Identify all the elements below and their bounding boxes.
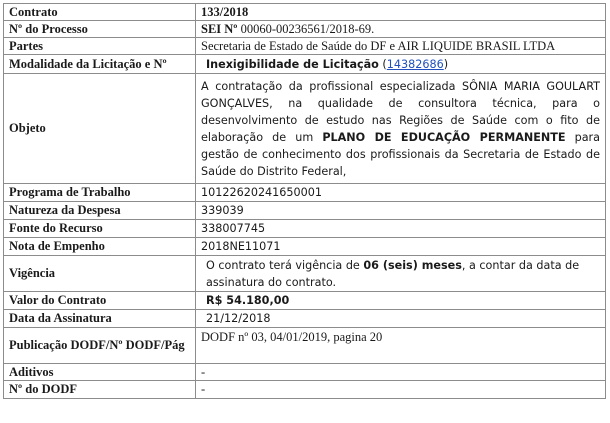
value-processo bbox=[196, 21, 606, 38]
label-assinatura: Data da Assinatura bbox=[4, 310, 196, 328]
row-fonte bbox=[4, 220, 606, 238]
processo-prefix: SEI Nº bbox=[201, 21, 238, 36]
row-empenho bbox=[4, 238, 606, 256]
value-natureza: 339039 bbox=[196, 202, 606, 220]
row-modalidade bbox=[4, 55, 606, 74]
label-valor: Valor do Contrato bbox=[4, 292, 196, 310]
row-aditivos bbox=[4, 364, 606, 381]
sei-document-link[interactable]: 14382686 bbox=[386, 57, 444, 71]
value-objeto bbox=[196, 74, 606, 184]
label-programa: Programa de Trabalho bbox=[4, 184, 196, 202]
value-fonte: 338007745 bbox=[196, 220, 606, 238]
row-objeto bbox=[4, 74, 606, 184]
row-natureza bbox=[4, 202, 606, 220]
row-valor bbox=[4, 292, 606, 310]
value-partes: Secretaria de Estado de Saúde do DF e AIR LIQUIDE BRASIL LTDA bbox=[196, 38, 606, 55]
label-aditivos: Aditivos bbox=[4, 364, 196, 381]
vigencia-text-before: O contrato terá vigência de bbox=[206, 258, 364, 272]
modalidade-link-open: ( bbox=[378, 57, 387, 71]
value-valor: R$ 54.180,00 bbox=[196, 292, 606, 310]
label-dodf: Nº do DODF bbox=[4, 381, 196, 399]
value-empenho: 2018NE11071 bbox=[196, 238, 606, 256]
modalidade-link-close: ) bbox=[443, 57, 449, 71]
value-modalidade bbox=[196, 55, 606, 74]
value-programa: 10122620241650001 bbox=[196, 184, 606, 202]
value-contrato: 133/2018 bbox=[196, 4, 606, 21]
label-processo: Nº do Processo bbox=[4, 21, 196, 38]
modalidade-text: Inexigibilidade de Licitação bbox=[206, 57, 379, 71]
label-empenho: Nota de Empenho bbox=[4, 238, 196, 256]
objeto-text-bold: PLANO DE EDUCAÇÃO PERMANENTE bbox=[322, 130, 566, 144]
objeto-text-before: A contratação da profissional especializada SÔNIA MARIA GOULART GONÇALVES, na qualidade de consultora técnica, para o desenvolvimento de estudo nas Regiões de Saúde com o fito de elaboração de um bbox=[201, 79, 600, 144]
row-partes bbox=[4, 38, 606, 55]
value-vigencia bbox=[196, 256, 606, 292]
vigencia-text-bold: 06 (seis) meses bbox=[363, 258, 462, 272]
row-programa bbox=[4, 184, 606, 202]
label-publicacao: Publicação DODF/Nº DODF/Pág bbox=[4, 328, 196, 364]
label-natureza: Natureza da Despesa bbox=[4, 202, 196, 220]
row-dodf bbox=[4, 381, 606, 399]
row-assinatura bbox=[4, 310, 606, 328]
objeto-text-after: para gestão de conhecimento dos profissionais da Secretaria de Estado de Saúde do Distrito Federal, bbox=[201, 130, 601, 178]
label-fonte: Fonte do Recurso bbox=[4, 220, 196, 238]
label-modalidade: Modalidade da Licitação e Nº bbox=[4, 55, 196, 74]
row-contrato bbox=[4, 4, 606, 21]
value-dodf: - bbox=[196, 381, 606, 399]
processo-number: 00060-00236561/2018-69. bbox=[240, 21, 375, 36]
value-publicacao: DODF nº 03, 04/01/2019, pagina 20 bbox=[196, 328, 606, 364]
row-publicacao bbox=[4, 328, 606, 364]
label-contrato: Contrato bbox=[4, 4, 196, 21]
label-vigencia: Vigência bbox=[4, 256, 196, 292]
value-aditivos: - bbox=[196, 364, 606, 381]
value-assinatura: 21/12/2018 bbox=[196, 310, 606, 328]
vigencia-text-after: , a contar da data de assinatura do contrato. bbox=[206, 258, 580, 289]
row-processo bbox=[4, 21, 606, 38]
contract-summary-table bbox=[3, 3, 606, 399]
label-partes: Partes bbox=[4, 38, 196, 55]
label-objeto: Objeto bbox=[4, 74, 196, 184]
row-vigencia bbox=[4, 256, 606, 292]
